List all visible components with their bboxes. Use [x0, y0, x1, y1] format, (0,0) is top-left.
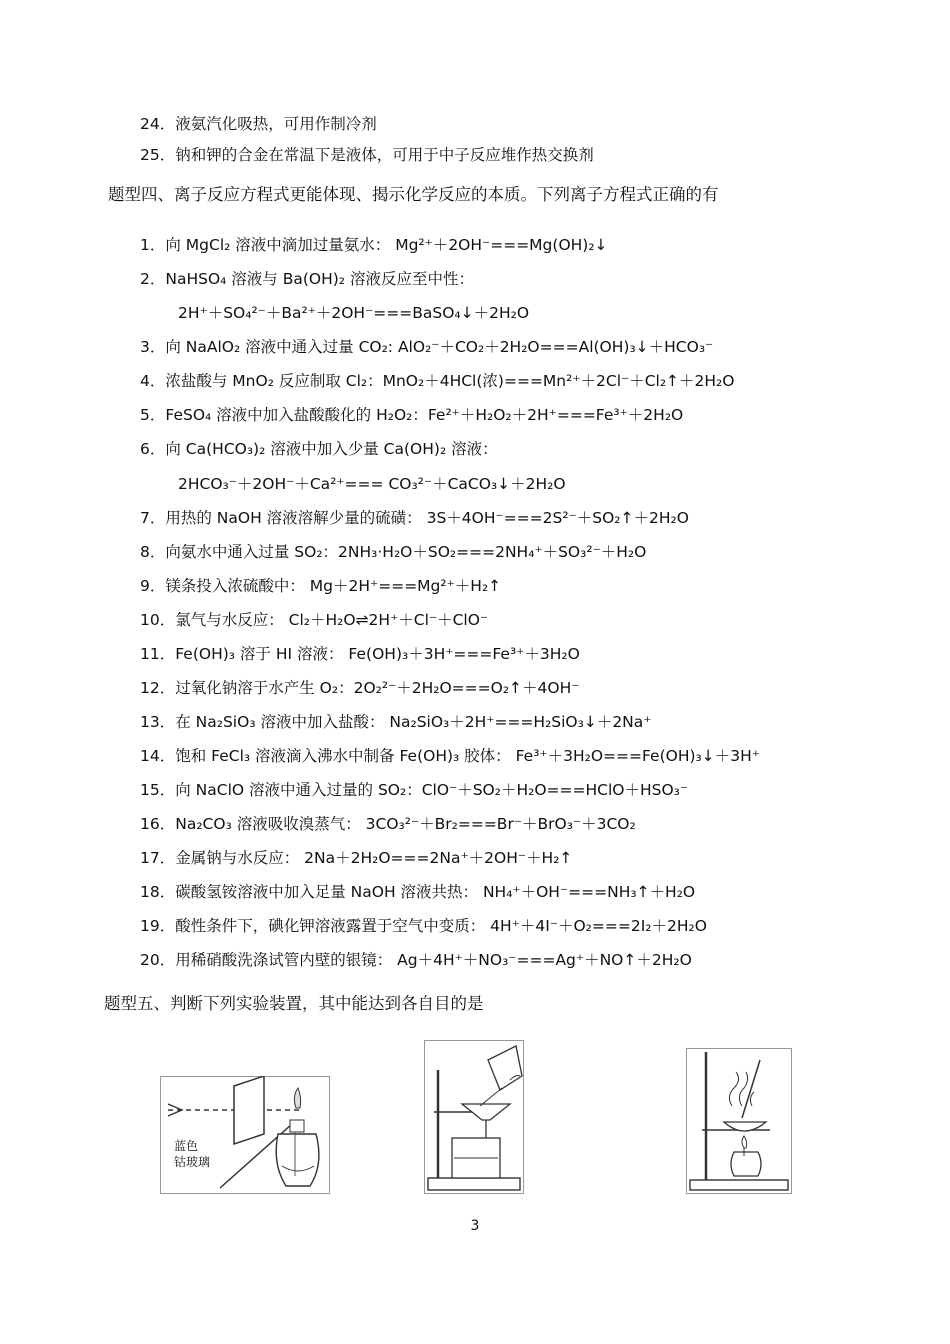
equation-line: [140, 848, 572, 868]
equation-line: [140, 644, 580, 664]
equation-text: 饱和 FeCl₃ 溶液滴入沸水中制备 Fe(OH)₃ 胶体： Fe³⁺＋3H₂O===Fe(OH)₃↓＋3H⁺: [175, 747, 760, 765]
equation-number: 6．: [140, 440, 166, 458]
equation-text: 酸性条件下，碘化钾溶液露置于空气中变质： 4H⁺＋4I⁻＋O₂===2I₂＋2H₂O: [175, 917, 707, 935]
equation-number: 14．: [140, 747, 176, 765]
equation-text: 氯气与水反应： Cl₂＋H₂O⇌2H⁺＋Cl⁻＋ClO⁻: [175, 611, 489, 629]
equation-number: 8．: [140, 543, 166, 561]
flame-test-diagram: [160, 1076, 330, 1194]
equation-line: [140, 814, 636, 834]
equation-line: [140, 746, 760, 766]
equation-text: 向 NaAlO₂ 溶液中通入过量 CO₂: AlO₂⁻＋CO₂＋2H₂O===Al(OH)₃↓＋HCO₃⁻: [165, 338, 714, 356]
equation-text: 过氧化钠溶于水产生 O₂：2O₂²⁻＋2H₂O===O₂↑＋4OH⁻: [175, 679, 580, 697]
equation-line: [140, 678, 579, 698]
equation-number: 16．: [140, 815, 176, 833]
equation-number: 11．: [140, 645, 176, 663]
equation-number: 15．: [140, 781, 176, 799]
section5-heading: 题型五、判断下列实验装置，其中能达到各自目的是: [104, 994, 484, 1013]
equation-line: [140, 542, 646, 562]
equation-number: 17．: [140, 849, 176, 867]
equation-line: [140, 950, 692, 970]
section4-heading: 题型四、离子反应方程式更能体现、揭示化学反应的本质。下列离子方程式正确的有: [108, 185, 719, 204]
equation-line: [140, 439, 498, 459]
equation-line: [140, 269, 474, 289]
item-25: [140, 145, 594, 165]
equation-text: 用稀硝酸洗涤试管内壁的银镜： Ag＋4H⁺＋NO₃⁻===Ag⁺＋NO↑＋2H₂O: [175, 951, 692, 969]
equation-line: [140, 882, 695, 902]
equation-number: 13．: [140, 713, 176, 731]
equation-line: [140, 610, 488, 630]
equation-text: 2HCO₃⁻＋2OH⁻＋Ca²⁺=== CO₃²⁻＋CaCO₃↓＋2H₂O: [178, 475, 566, 493]
equation-line: [140, 508, 689, 528]
equation-text: 金属钠与水反应： 2Na＋2H₂O===2Na⁺＋2OH⁻＋H₂↑: [175, 849, 573, 867]
equation-text: 向 MgCl₂ 溶液中滴加过量氨水： Mg²⁺＋2OH⁻===Mg(OH)₂↓: [165, 236, 608, 254]
equation-text: 2H⁺＋SO₄²⁻＋Ba²⁺＋2OH⁻===BaSO₄↓＋2H₂O: [178, 304, 530, 322]
item-number: 24．: [140, 115, 176, 133]
equation-text: 向 Ca(HCO₃)₂ 溶液中加入少量 Ca(OH)₂ 溶液：: [165, 440, 498, 458]
equation-line: [140, 235, 608, 255]
equation-line: [140, 405, 683, 425]
equation-number: 5．: [140, 406, 166, 424]
equation-number: 9．: [140, 577, 166, 595]
equation-line: [178, 474, 566, 494]
equation-number: 12．: [140, 679, 176, 697]
equation-text: 浓盐酸与 MnO₂ 反应制取 Cl₂：MnO₂＋4HCl(浓)===Mn²⁺＋2Cl⁻＋Cl₂↑＋2H₂O: [165, 372, 735, 390]
evaporation-diagram: [686, 1048, 792, 1194]
label-line-2: 钴玻璃: [174, 1155, 211, 1169]
label-line-1: 蓝色: [174, 1139, 199, 1153]
equation-text: Fe(OH)₃ 溶于 HI 溶液： Fe(OH)₃＋3H⁺===Fe³⁺＋3H₂O: [175, 645, 580, 663]
evaporation-figure: [686, 1048, 792, 1194]
item-text: 液氨汽化吸热，可用作制冷剂: [175, 115, 377, 133]
cobalt-glass-label: [174, 1138, 210, 1170]
equation-line: [140, 576, 501, 596]
equation-line: [140, 712, 651, 732]
equation-text: NaHSO₄ 溶液与 Ba(OH)₂ 溶液反应至中性：: [165, 270, 474, 288]
equation-number: 4．: [140, 372, 166, 390]
equation-line: [140, 780, 688, 800]
flame-test-figure: [160, 1076, 330, 1194]
equation-number: 19．: [140, 917, 176, 935]
filtration-diagram: [424, 1040, 524, 1194]
equation-number: 2．: [140, 270, 166, 288]
equation-text: 向 NaClO 溶液中通入过量的 SO₂：ClO⁻＋SO₂＋H₂O===HClO＋HSO₃⁻: [175, 781, 689, 799]
equation-number: 3．: [140, 338, 166, 356]
page-number: 3: [470, 1218, 480, 1234]
equation-text: 向氨水中通入过量 SO₂：2NH₃·H₂O＋SO₂===2NH₄⁺＋SO₃²⁻＋H₂O: [165, 543, 647, 561]
filtration-figure: [424, 1040, 524, 1194]
equation-line: [140, 337, 713, 357]
item-24: [140, 114, 377, 134]
equation-number: 7．: [140, 509, 166, 527]
equation-line: [140, 371, 734, 391]
equation-text: Na₂CO₃ 溶液吸收溴蒸气： 3CO₃²⁻＋Br₂===Br⁻＋BrO₃⁻＋3CO₂: [175, 815, 636, 833]
equation-number: 10．: [140, 611, 176, 629]
equation-line: [140, 916, 707, 936]
item-number: 25．: [140, 146, 176, 164]
equation-text: 用热的 NaOH 溶液溶解少量的硫磺： 3S＋4OH⁻===2S²⁻＋SO₂↑＋2H₂O: [165, 509, 689, 527]
item-text: 钠和钾的合金在常温下是液体，可用于中子反应堆作热交换剂: [175, 146, 594, 164]
equation-text: 碳酸氢铵溶液中加入足量 NaOH 溶液共热： NH₄⁺＋OH⁻===NH₃↑＋H₂O: [175, 883, 696, 901]
equation-text: 镁条投入浓硫酸中： Mg＋2H⁺===Mg²⁺＋H₂↑: [165, 577, 502, 595]
equation-number: 20．: [140, 951, 176, 969]
equation-number: 18．: [140, 883, 176, 901]
equation-text: FeSO₄ 溶液中加入盐酸酸化的 H₂O₂：Fe²⁺＋H₂O₂＋2H⁺===Fe³⁺＋2H₂O: [165, 406, 684, 424]
equation-text: 在 Na₂SiO₃ 溶液中加入盐酸： Na₂SiO₃＋2H⁺===H₂SiO₃↓＋2Na⁺: [175, 713, 652, 731]
equation-number: 1．: [140, 236, 166, 254]
equation-line: [178, 303, 529, 323]
